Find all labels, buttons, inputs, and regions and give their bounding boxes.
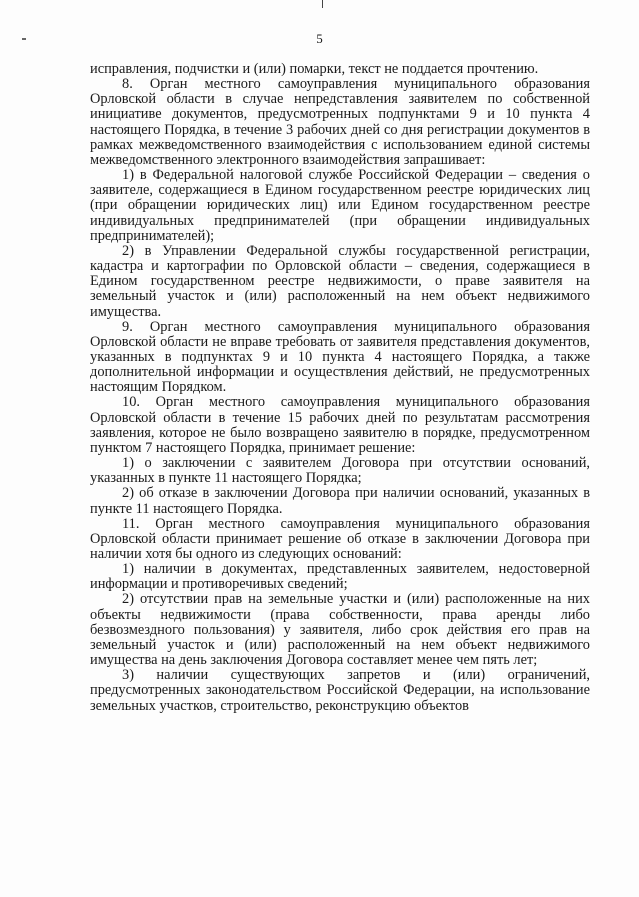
document-body [90, 62, 590, 714]
paragraph-10-subitem-1: 1) о заключении с заявителем Договора при отсутствии оснований, указанных в пункте 11 настоящего Порядка; [90, 455, 590, 487]
paragraph-11-subitem-2: 2) отсутствии прав на земельные участки и (или) расположенные на них объекты недвижимости (права собственности, права аренды либо безвозмездного пользования) у заявителя, либо срок действия его прав на земельный участок и (или) расположенный на нем объект недвижимого имущества на день заключения Договора составляет менее чем пять лет; [90, 591, 590, 669]
paragraph-item-11: 11. Орган местного самоуправления муниципального образования Орловской области принимает решение об отказе в заключении Договора при наличии хотя бы одного из следующих оснований: [90, 515, 590, 562]
paragraph-continuation: исправления, подчистки и (или) помарки, текст не поддается прочтению. [90, 61, 539, 77]
page-number: 5 [316, 31, 323, 46]
paragraph-11-subitem-3: 3) наличии существующих запретов и (или) ограничений, предусмотренных законодательством Российской Федерации, на использование земельных участков, строительство, реконструкцию объектов [90, 667, 590, 714]
paragraph-11-subitem-1: 1) наличии в документах, представленных заявителем, недостоверной информации и противоречивых сведений; [90, 561, 590, 593]
paragraph-item-8: 8. Орган местного самоуправления муниципального образования Орловской области в случае непредставления заявителем по собственной инициативе документов, предусмотренных подпунктами 9 и 10 пункта 4 настоящего Порядка, в течение 3 рабочих дней со дня регистрации документов в рамках межведомственного взаимодействия с использованием единой системы межведомственного электронного взаимодействия запрашивает: [90, 76, 590, 168]
paragraph-10-subitem-2: 2) об отказе в заключении Договора при наличии оснований, указанных в пункте 11 настоящего Порядка. [90, 485, 590, 517]
paragraph-item-9: 9. Орган местного самоуправления муниципального образования Орловской области не вправе требовать от заявителя представления документов, указанных в подпунктах 9 и 10 пункта 4 настоящего Порядка, а также дополнительной информации и осуществления действий, не предусмотренных настоящим Порядком. [90, 318, 590, 396]
paragraph-8-subitem-2: 2) в Управлении Федеральной службы государственной регистрации, кадастра и картографии по Орловской области – сведения, содержащиеся в Едином государственном реестре недвижимости, о праве заявителя на земельный участок и (или) расположенный на нем объект недвижимого имущества. [90, 242, 590, 320]
paragraph-item-10: 10. Орган местного самоуправления муниципального образования Орловской области в течение 15 рабочих дней по результатам рассмотрения заявления, которое не было возвращено заявителю в порядке, предусмотренном пунктом 7 настоящего Порядка, принимает решение: [90, 394, 590, 456]
paragraph-8-subitem-1: 1) в Федеральной налоговой службе Российской Федерации – сведения о заявителе, содержащиеся в Едином государственном реестре юридических лиц (при обращении юридических лиц) или Едином государственном реестре индивидуальных предпринимателей (при обращении индивидуальных предпринимателей); [90, 167, 590, 244]
scan-artifact-mark [322, 0, 323, 8]
